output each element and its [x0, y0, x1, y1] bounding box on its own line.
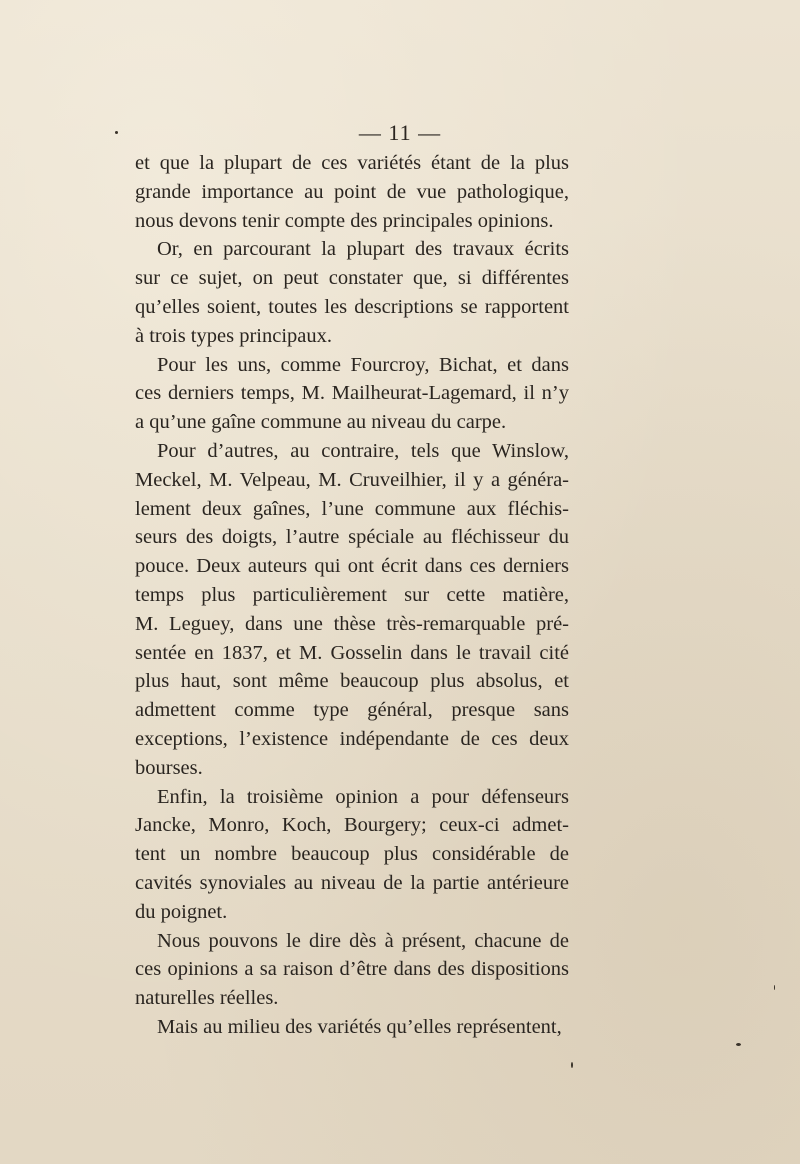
- text-line: Or, en parcourant la plupart des travaux écrits: [157, 238, 569, 261]
- text-line: plus haut, sont même beaucoup plus absolus, et: [135, 670, 569, 693]
- page-number: — 11 —: [358, 120, 442, 145]
- paper-speck: [774, 985, 775, 990]
- text-line: tent un nombre beaucoup plus considérable de: [135, 843, 569, 866]
- text-line: M. Leguey, dans une thèse très-remarquable pré-: [135, 612, 569, 635]
- text-line: a qu’une gaîne commune au niveau du carpe.: [135, 411, 507, 434]
- text-line: lement deux gaînes, l’une commune aux fléchis-: [135, 497, 569, 520]
- text-line: Meckel, M. Velpeau, M. Cruveilhier, il y a généra-: [135, 468, 569, 491]
- text-line: cavités synoviales au niveau de la partie antérieure: [135, 871, 569, 894]
- text-line: ces opinions a sa raison d’être dans des dispositions: [135, 958, 569, 981]
- text-line: admettent comme type général, presque sans: [135, 699, 569, 722]
- text-line: sur ce sujet, on peut constater que, si différentes: [135, 267, 569, 290]
- text-line: nous devons tenir compte des principales opinions.: [135, 209, 554, 232]
- paper-speck: [571, 1062, 573, 1068]
- text-line: Jancke, Monro, Koch, Bourgery; ceux-ci admet-: [135, 814, 569, 837]
- text-line: et que la plupart de ces variétés étant de la plus: [135, 152, 569, 174]
- text-line: temps plus particulièrement sur cette matière,: [135, 583, 569, 606]
- text-line: naturelles réelles.: [135, 987, 279, 1010]
- text-line: Pour d’autres, au contraire, tels que Winslow,: [157, 439, 569, 462]
- text-line: pouce. Deux auteurs qui ont écrit dans ces derniers: [135, 555, 569, 578]
- text-line: exceptions, l’existence indépendante de ces deux: [135, 727, 569, 750]
- text-line: seurs des doigts, l’autre spéciale au fléchisseur du: [135, 526, 569, 549]
- text-line: Enfin, la troisième opinion a pour défenseurs: [157, 785, 569, 808]
- text-line: Nous pouvons le dire dès à présent, chacune de: [157, 929, 569, 952]
- text-line: bourses.: [135, 756, 203, 779]
- text-line: du poignet.: [135, 900, 228, 923]
- body-text: [135, 149, 569, 1042]
- text-line: Mais au milieu des variétés qu’elles représentent,: [157, 1015, 562, 1038]
- text-line: qu’elles soient, toutes les descriptions se rapportent: [135, 295, 569, 318]
- paper-speck: [115, 131, 118, 134]
- text-line: grande importance au point de vue pathologique,: [135, 180, 569, 203]
- text-line: sentée en 1837, et M. Gosselin dans le travail cité: [135, 641, 569, 664]
- text-line: Pour les uns, comme Fourcroy, Bichat, et dans: [157, 353, 569, 376]
- text-line: à trois types principaux.: [135, 324, 332, 347]
- text-line: ces derniers temps, M. Mailheurat-Lagemard, il n’y: [135, 382, 569, 405]
- paper-speck: [736, 1043, 741, 1046]
